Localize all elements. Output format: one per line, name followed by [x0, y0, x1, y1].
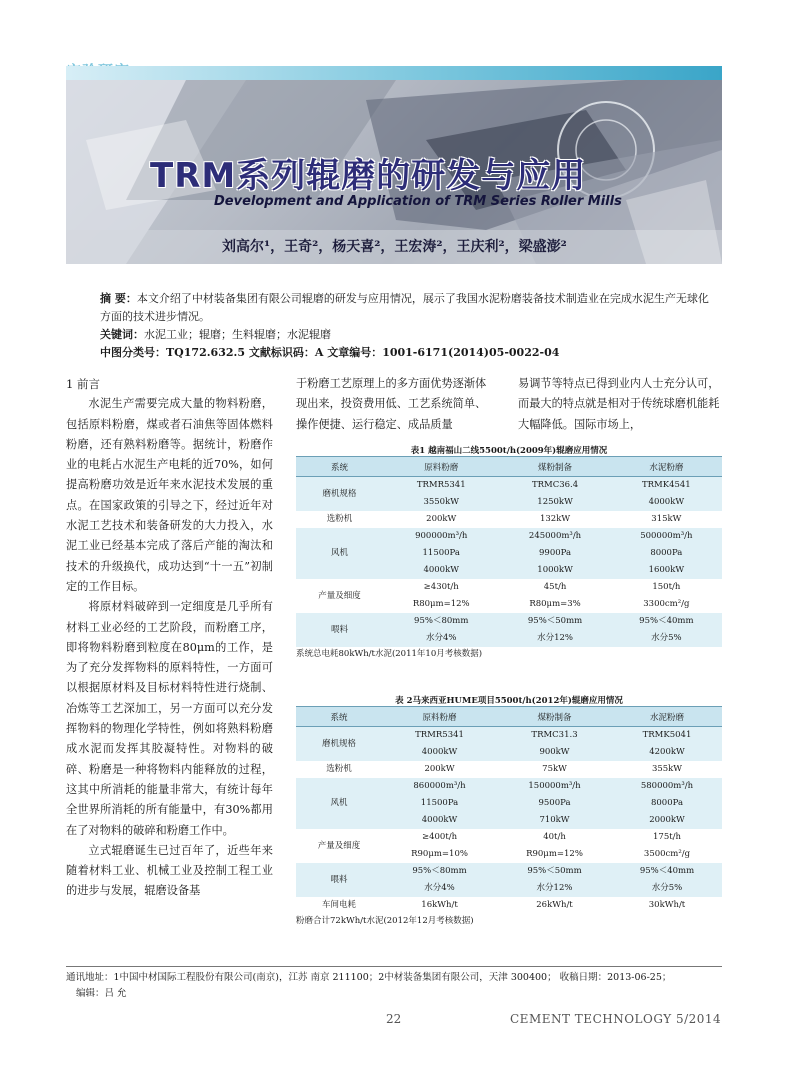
table2-block — [296, 694, 722, 926]
classification-line: 中图分类号：TQ172.632.5 文献标识码：A 文章编号：1001-6171(2014)05-0022-04 — [100, 346, 560, 359]
table2-row — [296, 778, 722, 829]
table2-row — [296, 829, 722, 863]
keywords-text: 水泥工业；辊磨；生料辊磨；水泥辊磨 — [144, 328, 331, 341]
keywords-line — [100, 326, 712, 344]
table2-row-label: 喂料 — [296, 863, 382, 897]
table1-cell: 500000m³/h 8000Pa 1600kW — [611, 528, 722, 579]
editor-line: 编辑：吕 允 — [76, 988, 127, 999]
table1 — [296, 456, 722, 647]
table2-row — [296, 863, 722, 897]
table2-row — [296, 897, 722, 914]
table2-cell: TRMK5041 4200kW — [612, 727, 722, 762]
table1-cell: TRMR5341 3550kW — [383, 477, 499, 512]
body-paragraph: 立式辊磨诞生已过百年了，近些年来随着材料工业、机械工业及控制工程工业的进步与发展，辊磨设备基 — [66, 843, 273, 898]
table2-body — [296, 727, 722, 915]
body-paragraph: 水泥生产需要完成大量的物料粉磨，包括原料粉磨，煤或者石油焦等固体燃料粉磨，还有熟料粉磨等。据统计，粉磨作业的电耗占水泥生产电耗的近70%，如何提高粉磨功效是近年来水泥技术发展的重点。在国家政策的引导之下，经过近年对水泥工艺技术和装备研发的大力投入，水泥工业已经基本完成了落后产能的淘汰和技术的升级换代，成功达到“十一五”初制定的工作目标。 — [66, 397, 273, 593]
table2-row-label: 选粉机 — [326, 764, 352, 774]
table1-header-cell: 系统 — [296, 457, 383, 477]
table2-cell: 200kW — [424, 764, 455, 774]
table2-row — [296, 761, 722, 778]
table2-cell: 16kWh/t — [421, 900, 458, 910]
footnote — [66, 970, 722, 1002]
table1-cell: 95%＜50mm 水分12% — [499, 613, 610, 647]
footnote-divider — [66, 966, 722, 967]
table2-cell: 175t/h 3500cm²/g — [643, 832, 691, 859]
table1-cell: 95%＜40mm 水分5% — [611, 613, 722, 647]
article-title: TRM系列辊磨的研发与应用 — [150, 156, 587, 196]
author-list: 刘高尔¹，王奇²，杨天喜²，王宏涛²，王庆利²，梁盛澎² — [222, 239, 567, 255]
table2-row-label: 产量及细度 — [317, 840, 361, 851]
body-middle-text: 于粉磨工艺原理上的多方面优势逐渐体现出来，投资费用低、工艺系统简单、操作便捷、运行稳定、成品质量 — [296, 377, 487, 431]
table1-caption: 表1 越南福山二线5500t/h(2009年)辊磨应用情况 — [410, 446, 608, 456]
header-bar — [66, 66, 722, 80]
table1-header-cell: 原料粉磨 — [383, 457, 499, 477]
table2-cell: 355kW — [651, 764, 683, 774]
table2-cell: 30kWh/t — [648, 900, 686, 910]
table1-row-label: 喂料 — [296, 613, 383, 647]
body-paragraph: 将原材料破碎到一定细度是几乎所有材料工业必经的工艺阶段，而粉磨工序，即将物料粉磨到粒度在80μm的工作，是为了充分发挥物料的原料特性，一方面可以根据原材料及目标材料特性进行烧制、冶炼等工艺深加工，另一方面可以充分发挥物料的物理化学特性，例如将熟料粉磨成水泥而发挥其胶凝特性。对物料的破碎、粉磨是一种将物料内能释放的过程，这其中所消耗的能量非常大，有统计每年全世界所消耗的所有能量中，有30%都用在了对物料的破碎和粉磨工作中。 — [66, 600, 273, 837]
table2-header-row — [296, 707, 722, 727]
table1-header-cell: 水泥粉磨 — [611, 457, 722, 477]
table1-row — [296, 579, 722, 613]
table1-row — [296, 528, 722, 579]
abstract-label: 摘 要： — [100, 292, 137, 305]
table1-cell: 95%＜80mm 水分4% — [383, 613, 499, 647]
table2-cell: 860000m³/h 11500Pa 4000kW — [382, 778, 497, 829]
table2-cell: 40t/h R90μm=12% — [526, 832, 583, 859]
table1-cell: TRMK4541 4000kW — [611, 477, 722, 512]
table1-note: 系统总电耗80kWh/t水泥(2011年10月考核数据) — [296, 649, 483, 659]
table2-cell: 95%＜80mm 水分4% — [382, 863, 497, 897]
table2-note: 粉磨合计72kWh/t水泥(2012年12月考核数据) — [296, 916, 474, 926]
table2-header-cell: 原料粉磨 — [382, 707, 497, 727]
table1-cell: TRMC36.4 1250kW — [499, 477, 610, 512]
table1-cell: 150t/h 3300cm²/g — [643, 582, 690, 609]
body-right-text: 易调节等特点已得到业内人士充分认可，而最大的特点就是相对于传统球磨机能耗大幅降低。国际市场上， — [518, 377, 720, 431]
keywords-label: 关键词： — [100, 328, 144, 341]
table2-row-label: 车间电耗 — [322, 900, 357, 910]
table2-row-label: 风机 — [296, 778, 382, 829]
abstract-text: 本文介绍了中材装备集团有限公司辊磨的研发与应用情况，展示了我国水泥粉磨装备技术制造业在完成水泥生产无球化方面的技术进步情况。 — [100, 292, 709, 323]
table2-row — [296, 727, 722, 762]
table1-cell: 900000m³/h 11500Pa 4000kW — [383, 528, 499, 579]
table2-header-cell: 系统 — [296, 707, 382, 727]
table2-row-label: 磨机规格 — [296, 727, 382, 762]
table1-cell: ≥430t/h R80μm=12% — [412, 582, 470, 609]
journal-name: CEMENT TECHNOLOGY 5/2014 — [510, 1012, 722, 1026]
table2-cell: ≥400t/h R90μm=10% — [411, 832, 468, 859]
table2-caption: 表 2马来西亚HUME项目5500t/h(2012年)辊磨应用情况 — [395, 696, 623, 706]
table2-cell: 95%＜50mm 水分12% — [497, 863, 612, 897]
table2-cell: 75kW — [542, 764, 567, 774]
table1-cell: 315kW — [651, 514, 682, 524]
table1-row-label: 选粉机 — [326, 514, 353, 524]
table1-cell: 45t/h R80μm=3% — [529, 582, 581, 609]
table1-row — [296, 511, 722, 528]
table1-row-label: 产量及细度 — [318, 590, 361, 601]
table1-header-row — [296, 457, 722, 477]
table1-row-label: 风机 — [296, 528, 383, 579]
abstract-block — [100, 290, 712, 362]
table1-cell: 132kW — [539, 514, 571, 524]
body-left-column — [66, 374, 273, 902]
table2-header-cell: 水泥粉磨 — [612, 707, 722, 727]
table1-row — [296, 477, 722, 512]
article-subtitle: Development and Application of TRM Series Roller Mills — [214, 194, 622, 209]
table2-cell: 95%＜40mm 水分5% — [612, 863, 722, 897]
page-number: 22 — [386, 1012, 402, 1026]
section-heading: 1 前言 — [66, 377, 100, 391]
table1-cell: 200kW — [426, 514, 457, 524]
table2 — [296, 706, 722, 914]
table2-cell: 580000m³/h 8000Pa 2000kW — [612, 778, 722, 829]
table2-cell: 26kWh/t — [536, 900, 573, 910]
table1-row-label: 磨机规格 — [296, 477, 383, 512]
table2-cell: 150000m³/h 9500Pa 710kW — [497, 778, 612, 829]
table2-cell: TRMC31.3 900kW — [497, 727, 612, 762]
table2-cell: TRMR5341 4000kW — [382, 727, 497, 762]
table1-header-cell: 煤粉制备 — [499, 457, 610, 477]
table1-block — [296, 444, 722, 659]
abstract-paragraph — [100, 290, 712, 326]
address-line: 通讯地址：1中国中材国际工程股份有限公司(南京)，江苏 南京 211100；2中材装备集团有限公司，天津 300400； 收稿日期：2013-06-25； — [66, 972, 672, 983]
table2-header-cell: 煤粉制备 — [497, 707, 612, 727]
table1-body — [296, 477, 722, 648]
table1-row — [296, 613, 722, 647]
table1-cell: 245000m³/h 9900Pa 1000kW — [499, 528, 610, 579]
